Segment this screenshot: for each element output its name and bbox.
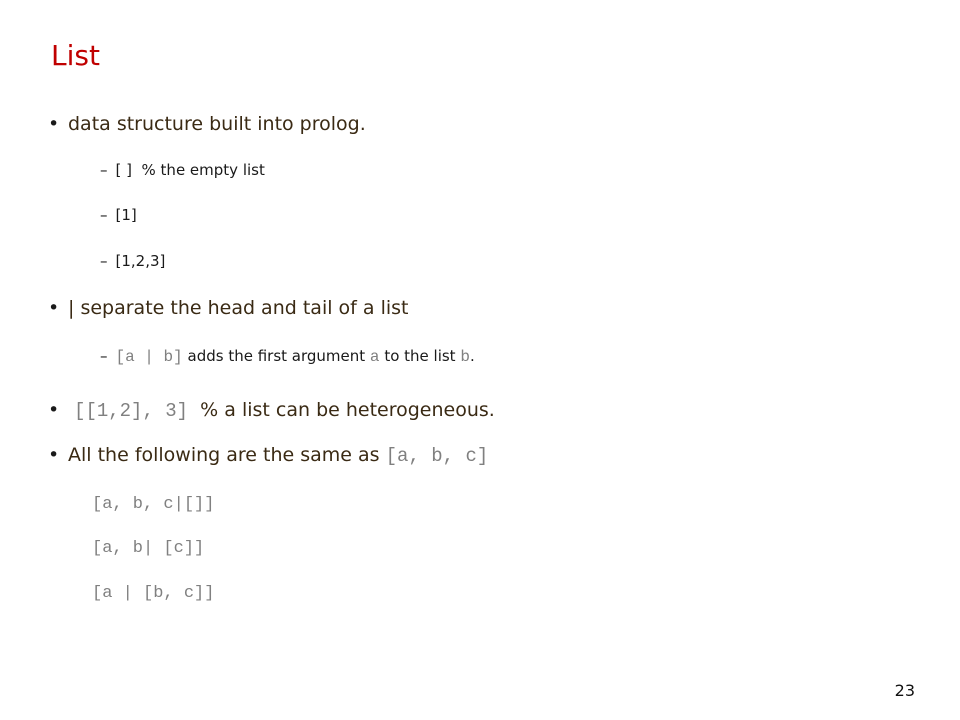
empty-list-code: [ ] [115, 161, 132, 179]
example-1: [a, b, c|[]] [92, 495, 215, 514]
bullet-glyph: • [48, 444, 60, 466]
nested-list-code: [[1,2], 3] [74, 400, 189, 422]
head-tail-arg-a: a [369, 348, 380, 366]
empty-list-comment: % the empty list [141, 161, 265, 179]
bullet-3 [48, 396, 495, 425]
bullet-1 [48, 110, 366, 138]
dash-glyph: – [100, 347, 108, 365]
head-tail-code: [a | b] [115, 348, 183, 366]
bullet-2-sub-1 [100, 345, 475, 368]
dash-glyph: – [100, 206, 108, 224]
page-number: 23 [894, 681, 915, 700]
three-list-text: [1,2,3] [115, 252, 166, 270]
head-tail-arg-b: b [460, 348, 470, 366]
bullet-1-sub-2 [100, 204, 137, 226]
abc-list-code: [a, b, c] [385, 445, 489, 467]
bullet-4 [48, 441, 488, 470]
bullet-1-text: data structure built into prolog. [68, 113, 366, 135]
bullet-1-sub-1 [100, 159, 265, 181]
bullet-glyph: • [48, 113, 60, 135]
bullet-2 [48, 294, 408, 322]
bullet-2-text: | separate the head and tail of a list [68, 297, 409, 319]
heterogeneous-comment: % a list can be heterogeneous. [200, 399, 495, 421]
head-tail-desc-1: adds the first argument [187, 347, 366, 365]
head-tail-desc-2: to the list [384, 347, 456, 365]
bullet-glyph: • [48, 399, 60, 421]
dash-glyph: – [100, 252, 108, 270]
example-3: [a | [b, c]] [92, 584, 215, 603]
head-tail-period: . [469, 347, 475, 365]
bullet-1-sub-3 [100, 250, 165, 272]
bullet-glyph: • [48, 297, 60, 319]
bullet-4-text: All the following are the same as [68, 444, 380, 466]
single-list-text: [1] [115, 206, 137, 224]
slide-title: List [51, 39, 100, 72]
dash-glyph: – [100, 161, 108, 179]
example-2: [a, b| [c]] [92, 539, 205, 558]
